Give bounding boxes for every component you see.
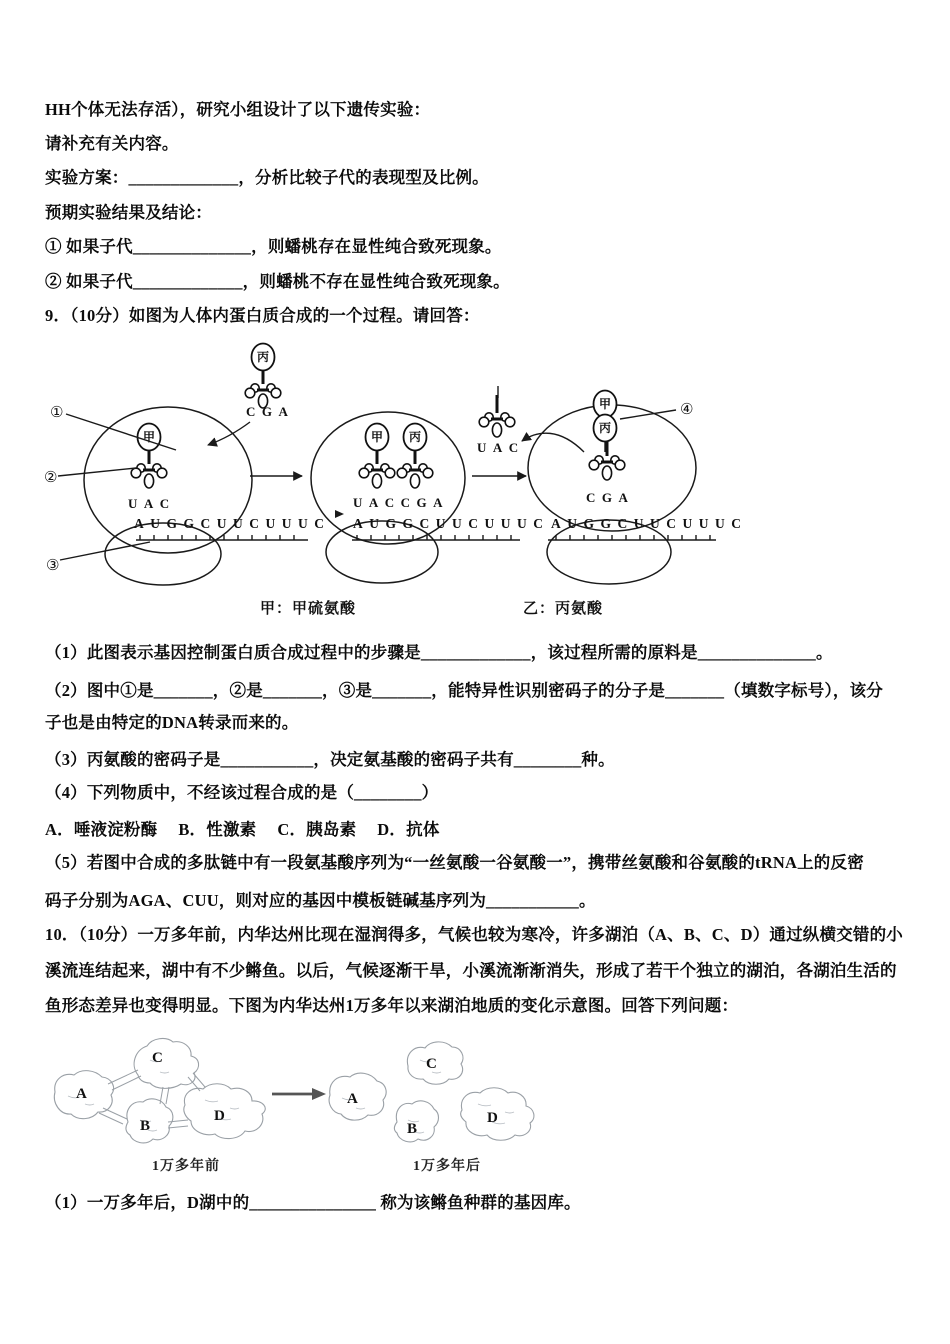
peptide-met-label: 甲 [598,397,612,411]
intro-line-6-blank: ② 如果子代_____________，则蟠桃不存在显性纯合致死现象。 [45,272,510,291]
caption-met: 甲：甲硫氨酸 [260,601,357,617]
mrna-stage-2: AUGGCUUCUUUC [353,516,550,531]
trna-met-icon [131,446,167,488]
caption-ala: 乙：丙氨酸 [523,601,604,617]
trna-met-icon-2 [359,446,395,488]
lake-d-after-label: D [487,1110,498,1126]
lake-d-before-label: D [214,1108,225,1124]
q9-sub5: （5）若图中合成的多肽链中有一段氨基酸序列为“一丝氨酸一谷氨酸一”，携带丝氨酸和谷氨酸的tRNA上的反密 [45,853,864,872]
free-trna-ala-icon [245,366,281,408]
amino-acid-ala-label: 丙 [256,350,270,364]
free-trna-anticodon: UAC [477,440,525,455]
lake-c-before [134,1039,198,1089]
question-10-line-3: 鱼形态差异也变得明显。下图为内华达州1万多年以来湖泊地质的变化示意图。回答下列问题： [45,996,739,1015]
intro-line-1: HH个体无法存活），研究小组设计了以下遗传实验： [45,100,431,119]
arrow-right-icon-lakes [272,1088,326,1100]
translation-diagram [0,330,950,620]
q10-sub1-blank: （1）一万多年后，D湖中的_______________ 称为该鳉鱼种群的基因库。 [45,1193,581,1212]
amino-acid-ala-label-2: 丙 [408,430,422,444]
lake-a-after-label: A [347,1091,358,1107]
intro-line-5-blank: ① 如果子代______________，则蟠桃存在显性纯合致死现象。 [45,237,502,256]
anticodon-stage-3: CGA [586,490,635,505]
q9-sub3-blank: （3）丙氨酸的密码子是___________，决定氨基酸的密码子共有________种。 [45,750,615,769]
after-caption: 1万多年后 [413,1159,481,1174]
lakes-after-group [329,1042,534,1174]
amino-acid-met-label: 甲 [142,430,156,444]
label-2-leader [58,468,136,476]
label-1: ① [50,403,64,421]
mrna-ticks-3 [556,535,710,540]
q9-sub2-cont: 子也是由特定的DNA转录而来的。 [45,713,299,732]
q9-options: A．唾液淀粉酶 B．性激素 C．胰岛素 D．抗体 [45,820,440,839]
question-10-line-1: 10．（10分）一万多年前，内华达州比现在湿润得多，气候也较为寒冷，许多湖泊（A、B、C、D）通过纵横交错的小 [45,925,904,944]
question-9-header: 9．（10分）如图为人体内蛋白质合成的一个过程。请回答： [45,306,480,325]
mrna-stage-1: AUGGCUUCUUUC [134,516,331,531]
lakes-diagram [0,1030,950,1185]
free-trna-empty-icon [479,395,515,437]
label-2: ② [44,468,58,486]
entry-arrow-curve [208,422,250,445]
before-caption: 1万多年前 [152,1159,220,1174]
anticodon-stage-2: UACCGA [353,495,450,510]
trna-ala-icon-2 [397,446,433,488]
question-10-line-2: 溪流连结起来，湖中有不少鳉鱼。以后，气候逐渐干旱，小溪流渐渐消失，形成了若干个独立的湖泊，各湖泊生活的 [45,961,897,980]
anticodon-stage-1: UAC [128,496,176,511]
label-4: ④ [680,400,694,418]
q9-sub2-blank: （2）图中①是_______，②是_______，③是_______，能特异性识别密码子的分子是_______（填数字标号），该分 [45,681,883,700]
q9-sub4-blank: （4）下列物质中，不经该过程合成的是（________） [45,783,439,802]
mrna-stage-3: AUGGCUUCUUUC [551,516,748,531]
lake-a-before-label: A [76,1086,87,1102]
q9-sub5-cont-blank: 码子分别为AGA、CUU，则对应的基因中模板链碱基序列为___________。 [45,891,596,910]
lake-b-after-label: B [407,1121,418,1137]
intro-line-4: 预期实验结果及结论： [45,203,212,222]
lake-c-before-label: C [152,1050,163,1066]
incoming-anticodon: CGA [246,404,295,419]
lakes-before-group [54,1039,265,1174]
lake-b-before-label: B [140,1118,151,1134]
label-3: ③ [46,556,60,574]
trna-ala-icon-3 [589,438,625,480]
intro-line-3-blank: 实验方案：_____________，分析比较子代的表现型及比例。 [45,168,489,187]
amino-acid-met-label-2: 甲 [370,430,384,444]
peptide-ala-label: 丙 [598,421,612,435]
lake-c-after-label: C [426,1056,437,1072]
intro-line-2: 请补充有关内容。 [45,134,179,153]
q9-sub1-blank: （1）此图表示基因控制蛋白质合成过程中的步骤是_____________，该过程所需的原料是______________。 [45,643,833,662]
small-arrow-icon [335,510,344,518]
